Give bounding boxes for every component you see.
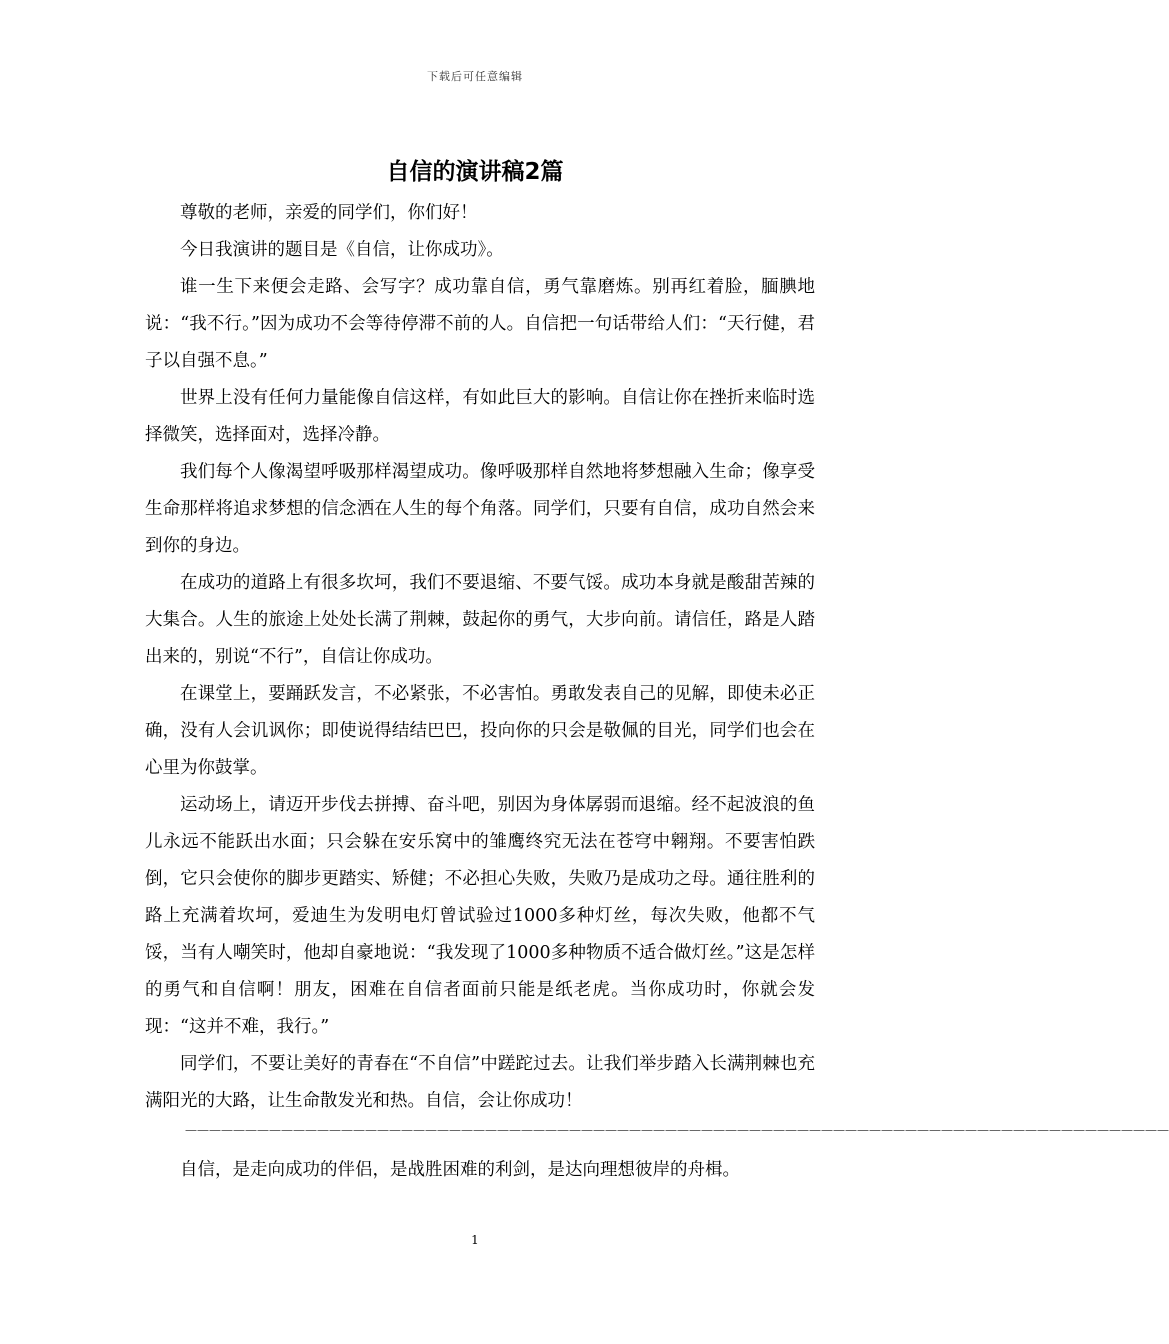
paragraph-sportsfield: 运动场上，请迈开步伐去拼搏、奋斗吧，别因为身体孱弱而退缩。经不起波浪的鱼儿永远不能跃出水面；只会躲在安乐窝中的雏鹰终究无法在苍穹中翱翔。不要害怕跌倒，它只会使你的脚步更踏实、矫健；不必担心失败，失败乃是成功之母。通往胜利的路上充满着坎坷，爱迪生为发明电灯曾试验过1000多种灯丝，每次失败，他都不气馁，当有人嘲笑时，他却自豪地说：“我发现了1000多种物质不适合做灯丝。”这是怎样的勇气和自信啊！朋友，困难在自信者面前只能是纸老虎。当你成功时，你就会发现：“这并不难，我行。”	[145, 795, 815, 1037]
paragraph-second-speech: 自信，是走向成功的伴侣，是战胜困难的利剑，是达向理想彼岸的舟楫。	[180, 1160, 740, 1180]
document-title: 自信的演讲稿2篇	[386, 159, 564, 185]
paragraph-breathing: 我们每个人像渴望呼吸那样渴望成功。像呼吸那样自然地将梦想融入生命；像享受生命那样将追求梦想的信念洒在人生的每个角落。同学们，只要有自信，成功自然会来到你的身边。	[145, 462, 815, 556]
paragraph-walking: 谁一生下来便会走路、会写字？成功靠自信，勇气靠磨炼。别再红着脸，腼腆地说：“我不行。”因为成功不会等待停滞不前的人。自信把一句话带给人们：“天行健，君子以自强不息。”	[145, 277, 815, 371]
section-divider: ——————————————————————————————————————————————————————————————————————————————————	[185, 1123, 1169, 1137]
paragraph-power: 世界上没有任何力量能像自信这样，有如此巨大的影响。自信让你在挫折来临时选择微笑，选择面对，选择冷静。	[145, 388, 815, 445]
header-note: 下载后可任意编辑	[427, 70, 523, 83]
paragraph-greeting: 尊敬的老师，亲爱的同学们，你们好！	[180, 203, 478, 223]
paragraph-road: 在成功的道路上有很多坎坷，我们不要退缩、不要气馁。成功本身就是酸甜苦辣的大集合。人生的旅途上处处长满了荆棘，鼓起你的勇气，大步向前。请信任，路是人踏出来的，别说“不行”，自信让你成功。	[145, 573, 815, 667]
page-number: 1	[471, 1233, 479, 1247]
paragraph-closing: 同学们，不要让美好的青春在“不自信”中蹉跎过去。让我们举步踏入长满荆棘也充满阳光的大路，让生命散发光和热。自信，会让你成功！	[145, 1054, 815, 1111]
paragraph-classroom: 在课堂上，要踊跃发言，不必紧张，不必害怕。勇敢发表自己的见解，即使未必正确，没有人会讥讽你；即使说得结结巴巴，投向你的只会是敬佩的目光，同学们也会在心里为你鼓掌。	[145, 684, 815, 778]
document-body	[145, 195, 1169, 1189]
paragraph-topic: 今日我演讲的题目是《自信，让你成功》。	[180, 240, 504, 260]
